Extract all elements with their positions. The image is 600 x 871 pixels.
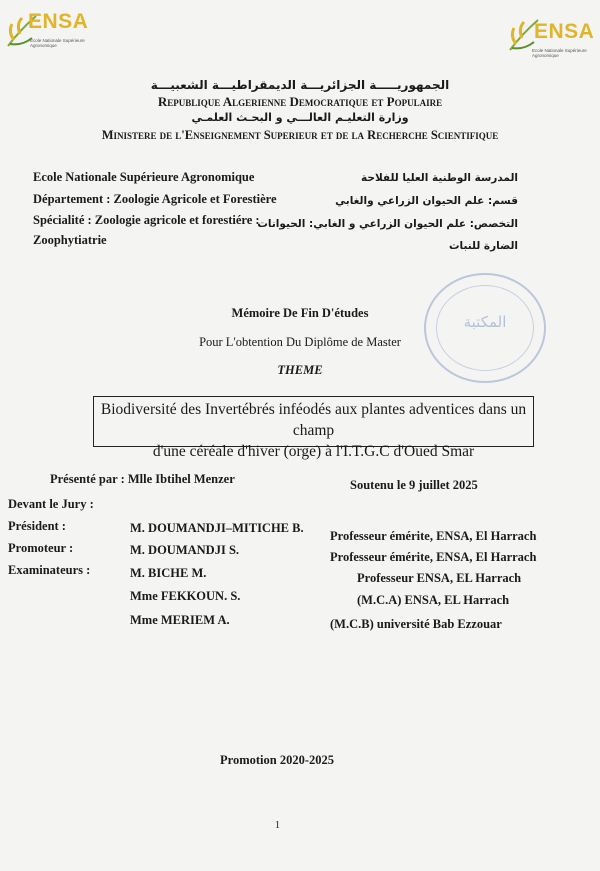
logo-text: ENSA <box>28 10 89 33</box>
presented-by: Présenté par : Mlle Ibtihel Menzer <box>50 472 235 486</box>
theme-label: THEME <box>277 363 323 377</box>
jury-heading: Devant le Jury : <box>8 497 94 511</box>
jury-role: Examinateurs : <box>8 563 91 577</box>
ensa-logo-left <box>2 6 98 54</box>
theme-text <box>93 399 534 462</box>
jury-member-title: Professeur émérite, ENSA, El Harrach <box>330 529 537 543</box>
school-name-fr: Ecole Nationale Supérieure Agronomique <box>33 170 255 184</box>
specialty-fr-line2: Zoophytiatrie <box>33 233 107 247</box>
jury-member-title: Professeur émérite, ENSA, El Harrach <box>330 550 537 564</box>
jury-member-name: M. DOUMANDJI S. <box>130 543 240 557</box>
jury-role: Promoteur : <box>8 541 74 555</box>
logo-text: ENSA <box>534 20 595 43</box>
department-ar: قسم: علم الحيوان الزراعي والغابي <box>335 195 518 207</box>
jury-member-title: (M.C.A) ENSA, EL Harrach <box>357 593 510 607</box>
specialty-ar-line2: الضارة للنبات <box>448 240 518 252</box>
page-number: 1 <box>275 820 280 831</box>
french-ministry-title: Ministere de l'Enseignement Superieur et de la Recherche Scientifique <box>101 128 499 142</box>
school-name-ar: المدرسة الوطنية العليا للفلاحة <box>361 172 518 184</box>
theme-line-2: d'une céréale d'hiver (orge) à l'I.T.G.C d'Oued Smar <box>152 443 475 460</box>
jury-role: Président : <box>8 519 66 533</box>
arabic-republic-title: الجمهوريـــــة الجزائريـــة الديمقراطيـــة الشعبيـــة <box>150 78 450 92</box>
jury-member-name: M. BICHE M. <box>130 566 207 580</box>
arabic-ministry-title: وزارة التعليـم العالـــي و البحـث العلمـي <box>191 111 409 124</box>
jury-member-name: Mme MERIEM A. <box>130 613 230 627</box>
jury-member-name: M. DOUMANDJI–MITICHE B. <box>130 521 304 535</box>
specialty-fr-line1: Spécialité : Zoologie agricole et forestiére : <box>33 213 260 227</box>
department-fr: Département : Zoologie Agricole et Forestière <box>33 192 277 206</box>
french-republic-title: Republique Algerienne Democratique et Populaire <box>157 94 443 109</box>
defense-date: Soutenu le 9 juillet 2025 <box>350 478 478 492</box>
logo-subtitle: Ecole Nationale Supérieure Agronomique <box>30 38 85 48</box>
memoire-title: Mémoire De Fin D'études <box>231 306 369 320</box>
ensa-logo-right <box>504 14 600 62</box>
promotion: Promotion 2020-2025 <box>220 753 334 767</box>
specialty-ar-line1: التخصص: علم الحيوان الزراعي و الغابي: الحيوانات <box>257 218 518 230</box>
memoire-purpose: Pour L'obtention Du Diplôme de Master <box>199 335 401 349</box>
stamp-text: المكتبة <box>463 313 507 331</box>
jury-member-name: Mme FEKKOUN. S. <box>130 589 241 603</box>
jury-member-title: Professeur ENSA, EL Harrach <box>357 571 522 585</box>
theme-line-1: Biodiversité des Invertébrés inféodés aux plantes adventices dans un champ <box>100 401 527 439</box>
logo-subtitle: Ecole Nationale Supérieure Agronomique <box>532 48 587 58</box>
jury-member-title: (M.C.B) université Bab Ezzouar <box>330 617 502 631</box>
